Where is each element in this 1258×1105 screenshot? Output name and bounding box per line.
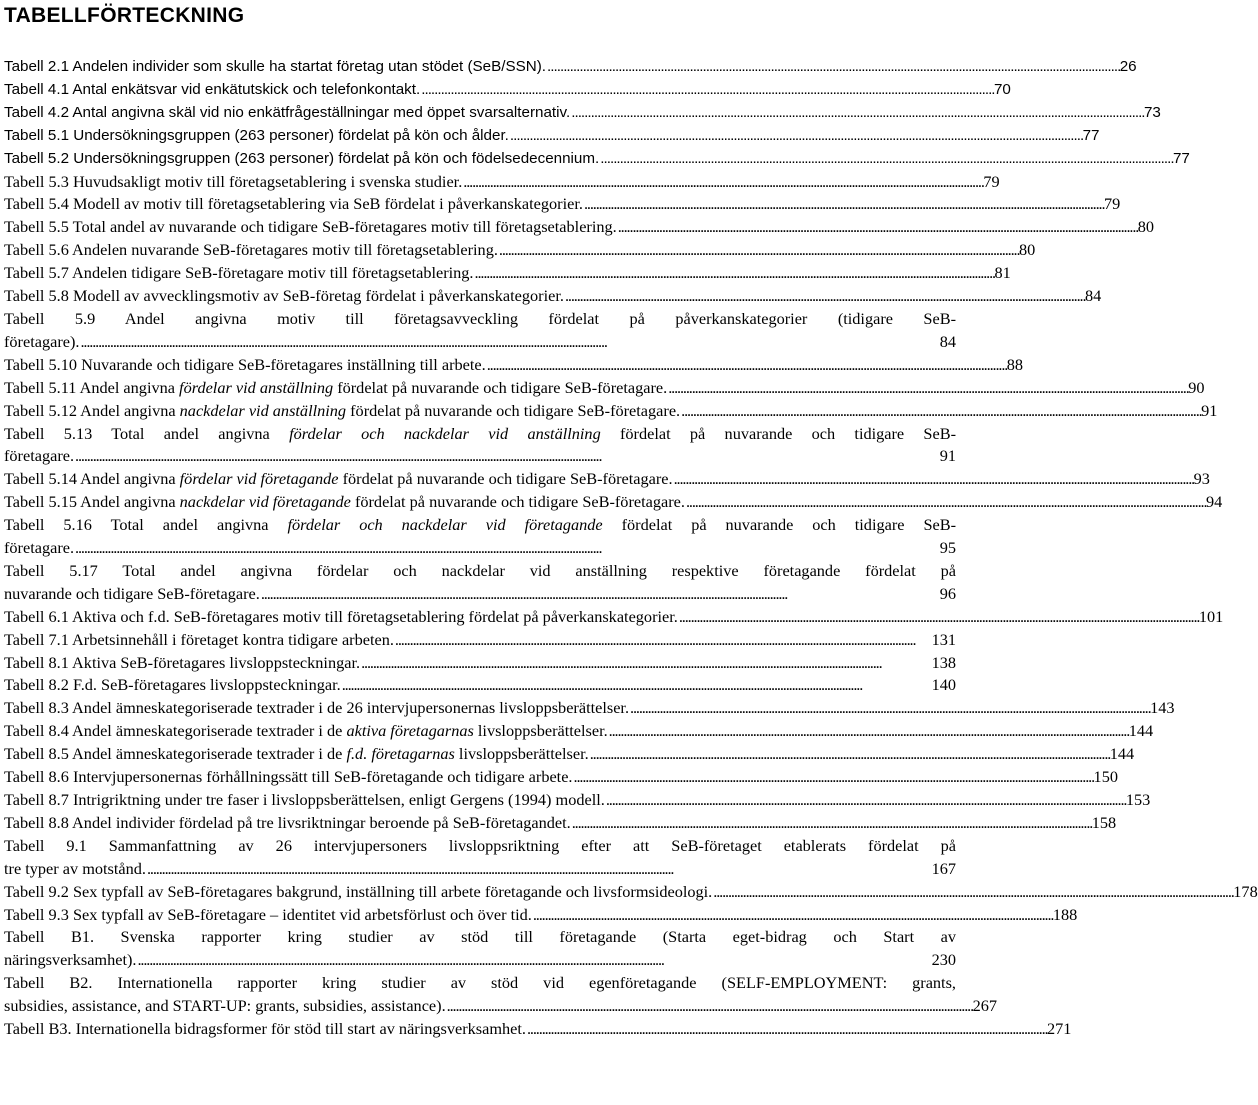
toc-entry-italic-text: fördelar vid anställning: [179, 377, 334, 397]
toc-page-number: 88: [1006, 354, 1024, 374]
toc-entry-text: Tabell 5.5 Total andel av nuvarande och tidigare SeB-företagares motiv till företagsetablering.: [4, 217, 617, 237]
dot-leader: [80, 331, 938, 354]
dot-leader: [584, 193, 1103, 216]
toc-entry-title: [4, 331, 79, 354]
toc-entry-text: Tabell 5.13 Total andel angivna: [4, 423, 290, 443]
toc-page-number: 167: [931, 858, 956, 878]
toc-page-number: 158: [1091, 812, 1117, 832]
toc-entry[interactable]: [4, 102, 1161, 125]
toc-entry-italic-text: fördelar vid företagande: [179, 469, 339, 489]
toc-page-number: 94: [1205, 492, 1223, 512]
toc-entry-title: [4, 606, 678, 629]
toc-entry-text: Tabell 8.8 Andel individer fördelad på tre livsriktningar beroende på SeB-företagandet.: [4, 812, 571, 832]
toc-entry-line: [4, 995, 997, 1018]
toc-page-number: 140: [931, 675, 956, 695]
toc-page-number: 188: [1052, 904, 1078, 924]
toc-entry-title: [4, 789, 605, 812]
toc-entry-title: [4, 629, 394, 652]
dot-leader: [421, 79, 993, 102]
toc-entry-text: företagare.: [4, 538, 75, 558]
toc-page-number: 131: [931, 629, 956, 649]
toc-page-number: 271: [1047, 1019, 1072, 1039]
toc-entry-title: [4, 125, 509, 148]
toc-page-number: 90: [1188, 377, 1205, 397]
toc-entry-title: [4, 56, 546, 79]
dot-leader: [565, 285, 1084, 308]
toc-entry[interactable]: [4, 400, 1218, 423]
dot-leader: [686, 491, 1205, 514]
toc-entry-title: [4, 171, 462, 194]
dot-leader: [674, 468, 1193, 491]
dot-leader: [499, 239, 1018, 262]
toc-entry[interactable]: [4, 285, 1102, 308]
toc-entry-text: livsloppsberättelser.: [473, 721, 608, 741]
toc-entry-text: Tabell 5.8 Modell av avvecklingsmotiv av SeB-företag fördelat i påverkanskategorier.: [4, 286, 564, 306]
dot-leader: [261, 583, 939, 606]
toc-entry-text: Tabell 5.9 Andel angivna motiv till företagsavveckling fördelat på påverkanskategorier (tidigare SeB-: [4, 308, 956, 328]
toc-entry-text: fördelat på nuvarande och tidigare SeB-företagare.: [346, 400, 681, 420]
toc-entry-line: [4, 308, 956, 331]
dot-leader: [668, 377, 1187, 400]
toc-entry-italic-text: nackdelar vid företagande: [179, 492, 351, 512]
toc-page-number: 79: [1103, 194, 1121, 214]
toc-page-number: 80: [1137, 217, 1155, 237]
toc-entry-italic-text: fördelar och nackdelar vid företagande: [287, 515, 603, 535]
toc-entry-italic-text: fördelar och nackdelar vid anställning: [289, 423, 601, 443]
toc-page-number: 153: [1125, 790, 1151, 809]
toc-entry[interactable]: [4, 354, 1024, 377]
toc-page-number: 96: [939, 583, 956, 603]
toc-page-number: 138: [931, 652, 956, 672]
toc-entry[interactable]: [4, 239, 1036, 262]
toc-entry[interactable]: [4, 262, 1011, 285]
dot-leader: [361, 652, 931, 675]
toc-entry-text: företagare).: [4, 331, 80, 351]
toc-entry-text: Tabell 7.1 Arbetsinnehåll i företaget kontra tidigare arbeten.: [4, 629, 394, 649]
dot-leader: [600, 148, 1172, 171]
toc-entry-title: [4, 949, 136, 972]
toc-entry[interactable]: [4, 674, 956, 697]
toc-entry-text: Tabell 9.2 Sex typfall av SeB-företagares bakgrund, inställning till arbete företagande och livsformsideologi.: [4, 881, 713, 901]
toc-entry-text: Tabell B3. Internationella bidragsformer för stöd till start av näringsverksamhet.: [4, 1019, 526, 1039]
toc-entry-text: Tabell 5.2 Undersökningsgruppen (263 personer) fördelat på kön och födelsedecennium.: [4, 149, 600, 167]
toc-entry-text: Tabell 9.3 Sex typfall av SeB-företagare – identitet vid arbetsförlust och över tid.: [4, 904, 532, 924]
toc-entry-title: [4, 720, 608, 743]
page-title: TABELLFÖRTECKNING: [4, 4, 245, 27]
toc-entry[interactable]: [4, 56, 1137, 79]
toc-entry-text: Tabell 9.1 Sammanfattning av 26 intervjupersoners livsloppsriktning efter att SeB-företaget etablerats fördelat på: [4, 835, 956, 855]
dot-leader: [590, 743, 1109, 766]
dot-leader: [475, 262, 994, 285]
toc-entry-text: Tabell 5.1 Undersökningsgruppen (263 personer) fördelat på kön och ålder.: [4, 126, 509, 144]
toc-entry-title: [4, 216, 617, 239]
dot-leader: [618, 216, 1137, 239]
table-of-contents: [4, 56, 1258, 1041]
toc-entry-text: Tabell 5.15 Andel angivna: [4, 492, 180, 512]
toc-entry-title: [4, 377, 667, 400]
toc-entry-text: Tabell 6.1 Aktiva och f.d. SeB-företagares motiv till företagsetablering fördelat på påverkanskategorier.: [4, 606, 678, 626]
toc-entry-text: livsloppsberättelser.: [454, 744, 589, 764]
toc-entry-text: fördelat på nuvarande och tidigare SeB-företagare.: [333, 377, 668, 397]
toc-entry-text: Tabell 5.7 Andelen tidigare SeB-företagare motiv till företagsetablering.: [4, 263, 474, 283]
toc-entry[interactable]: [4, 148, 1190, 171]
toc-entry-title: [4, 491, 685, 514]
dot-leader: [487, 354, 1006, 377]
toc-page-number: 84: [939, 331, 956, 351]
toc-entry-italic-text: nackdelar vid anställning: [179, 400, 347, 420]
toc-page-number: 84: [1084, 286, 1102, 306]
toc-entry-title: [4, 468, 673, 491]
toc-entry-text: Tabell 5.11 Andel angivna: [4, 377, 180, 397]
toc-entry-line: [4, 537, 956, 560]
toc-entry-line: [4, 445, 956, 468]
toc-entry[interactable]: [4, 216, 1155, 239]
toc-entry-line: [4, 560, 956, 583]
toc-entry-text: subsidies, assistance, and START-UP: grants, subsidies, assistance).: [4, 996, 446, 1016]
dot-leader: [606, 789, 1125, 812]
toc-page-number: 150: [1093, 767, 1118, 787]
dot-leader: [510, 125, 1082, 148]
dot-leader: [609, 720, 1128, 743]
toc-entry-text: Tabell 5.16 Total andel angivna: [4, 515, 288, 535]
toc-entry-text: Tabell 5.6 Andelen nuvarande SeB-företagares motiv till företagsetablering.: [4, 240, 498, 260]
toc-entry-line: [4, 858, 956, 881]
toc-entry-title: [4, 537, 74, 560]
toc-entry[interactable]: [4, 766, 1118, 789]
toc-entry-text: näringsverksamhet).: [4, 950, 137, 970]
toc-entry-title: [4, 766, 573, 789]
toc-entry[interactable]: [4, 743, 1135, 766]
toc-entry-title: [4, 812, 571, 835]
toc-entry[interactable]: [4, 308, 956, 354]
toc-entry[interactable]: [4, 377, 1205, 400]
toc-entry-text: företagare.: [4, 446, 75, 466]
toc-page-number: 267: [972, 996, 997, 1016]
toc-page-number: 81: [994, 263, 1011, 283]
toc-entry-title: [4, 400, 680, 423]
toc-entry-text: Tabell 5.12 Andel angivna: [4, 400, 180, 420]
toc-entry-text: Tabell 8.2 F.d. SeB-företagares livsloppsteckningar.: [4, 675, 341, 695]
toc-entry-line: [4, 949, 956, 972]
toc-page-number: 91: [939, 446, 956, 466]
toc-page-number: 91: [1201, 400, 1218, 420]
toc-entry-text: Tabell 8.5 Andel ämneskategoriserade textrader i de: [4, 744, 347, 764]
toc-page-number: 77: [1172, 149, 1190, 167]
toc-entry-text: Tabell 4.1 Antal enkätsvar vid enkätutskick och telefonkontakt.: [4, 80, 421, 98]
toc-entry-line: [4, 926, 956, 949]
toc-page-number: 79: [983, 171, 1000, 191]
toc-entry-text: Tabell 5.14 Andel angivna: [4, 469, 180, 489]
toc-page-number: 143: [1150, 698, 1175, 718]
toc-entry[interactable]: [4, 423, 956, 469]
toc-entry-line: [4, 514, 956, 537]
dot-leader: [75, 537, 939, 560]
toc-entry-text: fördelat på nuvarande och tidigare SeB-: [600, 423, 956, 443]
toc-entry[interactable]: [4, 789, 1151, 812]
toc-entry-text: nuvarande och tidigare SeB-företagare.: [4, 583, 260, 603]
toc-entry-text: Tabell B1. Svenska rapporter kring studier av stöd till företagande (Starta eget-bidrag och Start av: [4, 927, 956, 947]
toc-entry-title: [4, 674, 341, 697]
toc-entry-text: Tabell 5.17 Total andel angivna fördelar och nackdelar vid anställning respektive företagande fördelat på: [4, 560, 956, 580]
toc-entry[interactable]: [4, 697, 1175, 720]
toc-entry-title: [4, 858, 146, 881]
dot-leader: [463, 171, 982, 194]
toc-entry-line: [4, 972, 956, 995]
toc-entry[interactable]: [4, 125, 1100, 148]
dot-leader: [571, 102, 1143, 125]
toc-entry[interactable]: [4, 468, 1210, 491]
toc-entry-title: [4, 652, 360, 675]
toc-entry[interactable]: [4, 835, 956, 881]
toc-entry-italic-text: f.d. företagarnas: [346, 744, 455, 764]
toc-entry-title: [4, 354, 486, 377]
dot-leader: [547, 56, 1119, 79]
dot-leader: [533, 904, 1052, 927]
toc-entry-text: fördelat på nuvarande och tidigare SeB-: [602, 515, 957, 535]
toc-entry-title: [4, 193, 583, 216]
toc-entry-title: [4, 79, 420, 102]
toc-entry-text: Tabell 8.3 Andel ämneskategoriserade textrader i de 26 intervjupersonernas livsloppsberättelser.: [4, 698, 630, 718]
toc-entry[interactable]: [4, 79, 1011, 102]
toc-entry[interactable]: [4, 560, 956, 606]
toc-page-number: 144: [1109, 744, 1135, 764]
toc-entry-text: Tabell 2.1 Andelen individer som skulle ha startat företag utan stödet (SeB/SSN).: [4, 58, 546, 75]
toc-entry[interactable]: [4, 1018, 1072, 1041]
toc-entry[interactable]: [4, 904, 1078, 927]
toc-entry-line: [4, 331, 956, 354]
toc-entry-title: [4, 583, 260, 606]
toc-page-number: 144: [1128, 721, 1154, 741]
toc-entry-text: Tabell 8.7 Intrigriktning under tre faser i livsloppsberättelsen, enligt Gergens (1994) modell.: [4, 790, 605, 809]
toc-entry-title: [4, 904, 532, 927]
toc-entry-text: tre typer av motstånd.: [4, 858, 146, 878]
toc-entry-text: Tabell B2. Internationella rapporter kring studier av stöd vid egenföretagande (SELF-EMPLOYMENT: grants,: [4, 973, 956, 993]
toc-page-number: 95: [939, 538, 956, 558]
toc-entry[interactable]: [4, 193, 1121, 216]
dot-leader: [679, 606, 1198, 629]
dot-leader: [527, 1018, 1046, 1041]
dot-leader: [447, 995, 972, 1018]
toc-entry-line: [4, 583, 956, 606]
dot-leader: [681, 400, 1200, 423]
toc-page-number: 73: [1143, 103, 1161, 121]
dot-leader: [630, 697, 1149, 720]
toc-entry[interactable]: [4, 491, 1223, 514]
toc-entry[interactable]: [4, 926, 956, 972]
toc-entry-line: [4, 835, 956, 858]
toc-page-number: 230: [931, 950, 956, 970]
toc-entry-line: [4, 423, 956, 446]
toc-page-number: 178: [1233, 881, 1258, 901]
toc-entry-text: Tabell 8.6 Intervjupersonernas förhållningssätt till SeB-företagande och tidigare arbete.: [4, 767, 573, 787]
toc-entry[interactable]: [4, 881, 1258, 904]
toc-entry[interactable]: [4, 972, 997, 1018]
toc-entry[interactable]: [4, 629, 956, 652]
dot-leader: [395, 629, 931, 652]
toc-entry[interactable]: [4, 720, 1154, 743]
toc-entry-text: Tabell 8.4 Andel ämneskategoriserade textrader i de: [4, 721, 347, 741]
toc-entry[interactable]: [4, 812, 1117, 835]
toc-entry-title: [4, 881, 712, 904]
toc-entry-title: [4, 148, 599, 171]
toc-page-number: 80: [1018, 240, 1036, 260]
toc-page-number: 101: [1198, 606, 1224, 626]
dot-leader: [713, 881, 1232, 904]
toc-entry-title: [4, 285, 564, 308]
toc-entry-text: Tabell 4.2 Antal angivna skäl vid nio enkätfrågeställningar med öppet svarsalternativ.: [4, 103, 571, 121]
toc-entry-title: [4, 239, 498, 262]
toc-entry-text: Tabell 5.3 Huvudsakligt motiv till företagsetablering i svenska studier.: [4, 171, 463, 191]
toc-page-number: 26: [1119, 58, 1137, 75]
toc-entry-text: Tabell 5.4 Modell av motiv till företagsetablering via SeB fördelat i påverkanskategorier.: [4, 194, 583, 214]
toc-entry-title: [4, 743, 589, 766]
toc-page-number: 70: [993, 80, 1011, 98]
toc-entry-text: Tabell 5.10 Nuvarande och tidigare SeB-företagares inställning till arbete.: [4, 354, 486, 374]
dot-leader: [147, 858, 931, 881]
toc-entry-title: [4, 697, 629, 720]
dot-leader: [75, 445, 939, 468]
toc-entry-italic-text: aktiva företagarnas: [346, 721, 474, 741]
toc-entry[interactable]: [4, 606, 1224, 629]
toc-entry-title: [4, 1018, 526, 1041]
toc-entry-title: [4, 102, 570, 125]
dot-leader: [572, 812, 1091, 835]
dot-leader: [342, 674, 931, 697]
toc-entry[interactable]: [4, 652, 956, 675]
toc-entry[interactable]: [4, 171, 1000, 194]
toc-entry-title: [4, 445, 74, 468]
dot-leader: [137, 949, 930, 972]
toc-entry-text: Tabell 8.1 Aktiva SeB-företagares livsloppsteckningar.: [4, 652, 361, 672]
toc-entry[interactable]: [4, 514, 956, 560]
toc-entry-title: [4, 262, 474, 285]
toc-page-number: 77: [1082, 126, 1100, 144]
toc-entry-text: fördelat på nuvarande och tidigare SeB-företagare.: [338, 469, 673, 489]
dot-leader: [574, 766, 1093, 789]
toc-entry-text: fördelat på nuvarande och tidigare SeB-företagare.: [350, 492, 685, 512]
toc-page-number: 93: [1193, 469, 1210, 489]
toc-entry-title: [4, 995, 446, 1018]
